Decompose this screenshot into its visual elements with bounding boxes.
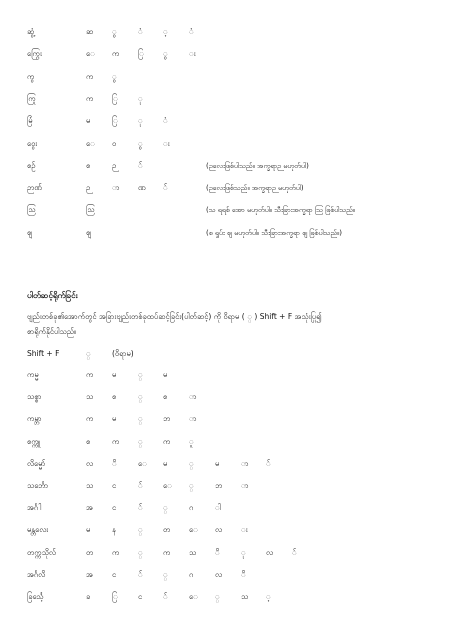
stacked-part: ္ [138,392,143,402]
breakdown-note: (ဉလေးဖြစ်ပါသည်။ အက္ခရာဉ မဟုတ်ပါ) [206,161,309,170]
stacked-word: လိမ္မော် [27,458,46,468]
breakdown-part: ဏ [138,183,146,193]
breakdown-part: က [86,93,94,103]
stacked-part: ေ [189,592,198,601]
stacked-part: မ [215,458,220,468]
breakdown-part: ံ [138,27,143,36]
virama-name: (ဝိရာမ) [112,349,134,358]
stacked-part: င [112,569,117,579]
stacked-part: ္ [138,436,143,446]
breakdown-part: ံ [189,27,194,36]
breakdown-word: ဝွေး [27,138,38,148]
breakdown-word: ဩ [27,205,36,215]
stacked-part: မ [112,370,117,379]
stacked-part: ေ [138,458,147,468]
stacked-part: ္ [189,481,194,490]
stacked-part: န [112,525,116,535]
stacked-part: ္ [163,503,168,513]
intro-paragraph-line-1: ဗျည်းတစ်ခု၏အောက်တွင် အခြားဗျည်းတစ်ခုထပ်ဆင့်ခြင်း(ပါတ်ဆင့်) ကို ဝိရာမ ( ္ ) Shift + F အသုံးပြု၍ [27,312,322,321]
stacked-part: ် [138,569,143,579]
stacked-part: ိ [215,547,220,557]
stacked-part: ္ [163,569,168,579]
stacked-part: ာ [241,458,249,468]
stacked-part: ် [138,481,143,490]
stacked-part: က [86,414,94,424]
stacked-word: ကမ္ဘာ [27,414,42,424]
stacked-part: း [241,525,248,535]
stacked-part: က [86,370,94,379]
stacked-part: ္ [138,525,143,535]
breakdown-part: ွ [112,27,117,36]
breakdown-part: ု [138,93,143,103]
breakdown-part: း [163,138,170,148]
stacked-part: သ [86,481,94,490]
stacked-part: င [138,592,143,601]
stacked-part: ု [241,547,246,557]
stacked-part: ် [266,458,271,468]
stacked-part: ေ [189,525,198,535]
stacked-word: သင်္ဘော [27,481,49,490]
stacked-part: ် [292,547,297,557]
breakdown-word: စဉ် [27,160,36,170]
breakdown-note: (သ ရရစ် အော မဟုတ်ပါ။ သီးခြားအက္ခရာ ဩ ဖြစ်ပါသည်။ [206,206,356,215]
stacked-part: သ [86,392,94,402]
breakdown-part: ေ [86,49,95,59]
shift-key-label: Shift + F [27,349,60,358]
breakdown-part: က [112,49,120,59]
stacked-part: ္ [138,547,143,557]
breakdown-part: ဉ [112,160,117,170]
stacked-part: င [112,503,117,513]
stacked-word: အင်္ဂါ [27,503,42,513]
stacked-part: စ [86,436,91,446]
stacked-part: သ [241,592,249,601]
stacked-part: ္ [189,458,194,468]
stacked-part: ာ [241,481,249,490]
breakdown-part: း [189,49,196,59]
breakdown-part: ု [138,116,143,126]
stacked-part: က [163,436,171,446]
stacked-part: ဘ [215,481,223,490]
stacked-part: တ [163,525,171,535]
stacked-part: ဘ [163,414,171,424]
stacked-word: စက္ကူ [27,436,41,446]
stacked-part: ့ [266,592,271,601]
stacked-part: ေ [163,481,172,490]
breakdown-part: ဉ [86,183,91,193]
breakdown-part: ် [138,160,143,170]
breakdown-part: မ [86,116,91,126]
breakdown-part: စ [86,160,91,170]
stacked-part: စ [112,392,117,402]
breakdown-part: ွ [138,138,143,148]
virama-glyph: ္ [86,349,91,358]
breakdown-part: ံ [163,116,168,126]
stacked-part: မ [163,458,168,468]
stacked-part: က [112,436,120,446]
stacked-part: က [163,547,171,557]
stacked-part: ာ [189,414,197,424]
stacked-part: လ [215,569,223,579]
breakdown-part: ဝ [112,138,117,148]
breakdown-part: ဈ [86,227,92,237]
breakdown-part: ် [163,183,168,193]
breakdown-word: ဉာဏ် [27,183,42,193]
breakdown-word: ကြွေး [27,49,42,59]
stacked-word: ကမ္မ [27,370,39,379]
breakdown-word: ကွ [27,71,35,81]
stacked-part: အ [86,503,93,513]
stacked-part: ူ [189,436,194,446]
stacked-word: တက္ကသိုလ် [27,547,56,557]
breakdown-part: ြ [112,116,118,126]
breakdown-part: ြ [138,49,144,59]
stacked-part: လ [266,547,274,557]
intro-paragraph-line-2: စာရိုက်နိုင်ပါသည်။ [27,327,77,336]
stacked-part: ္ [215,592,220,601]
breakdown-part: က [86,71,94,81]
breakdown-part: ဩ [86,205,95,215]
stacked-part: ္ [138,370,143,379]
stacked-part: ခ [86,592,91,601]
stacked-part: စ [163,392,168,402]
stacked-part: လ [86,458,94,468]
stacked-part: သ [189,547,197,557]
breakdown-part: ာ [112,183,120,193]
breakdown-part: ဆ [86,27,94,36]
stacked-part: မ [86,525,91,535]
stacked-word: ခြင်္သေ့ [27,592,44,601]
stacked-part: ္ [138,414,143,424]
stacked-part: ိ [241,569,246,579]
breakdown-part: ့ [163,27,168,36]
stacked-part: ် [163,592,168,601]
stacked-word: အင်္ဂလိ [27,569,46,579]
section-heading-stacked-consonants: ပါတ်ဆင့်ရိုက်ခြင်း [27,291,78,300]
stacked-part: င [112,481,117,490]
stacked-word: သစ္စာ [27,392,42,402]
stacked-part: မ [112,414,117,424]
stacked-part: တ [86,547,94,557]
breakdown-word: ဈ [27,227,33,237]
breakdown-part: ြ [112,93,118,103]
breakdown-part: ွ [163,49,168,59]
breakdown-note: (စ ရှုပ်း စျ မဟုတ်ပါ။ သီးခြားအက္ခရာ ဈ ဖြစ်ပါသည်။) [206,228,342,237]
breakdown-word: ဆွံ့ [27,27,35,36]
stacked-part: ါ [215,503,221,513]
intro-paragraph [27,309,427,339]
breakdown-part: ွ [112,71,117,81]
stacked-part: ာ [189,392,197,402]
stacked-part: ြ [112,592,118,601]
stacked-part: အ [86,569,93,579]
breakdown-note: (ဉလေးဖြစ်သည်။ အက္ခရာဉ မဟုတ်ပါ) [206,184,304,193]
stacked-part: လ [215,525,223,535]
stacked-part: ် [138,503,143,513]
stacked-part: ဂ [189,569,194,579]
breakdown-word: မြံ [27,116,33,126]
stacked-part: က [112,547,120,557]
stacked-part: ဂ [189,503,194,513]
stacked-word: မန္တလေး [27,525,49,535]
breakdown-word: ကြု [27,93,36,103]
stacked-part: ိ [112,458,117,468]
breakdown-part: ေ [86,138,95,148]
stacked-part: မ [163,370,168,379]
